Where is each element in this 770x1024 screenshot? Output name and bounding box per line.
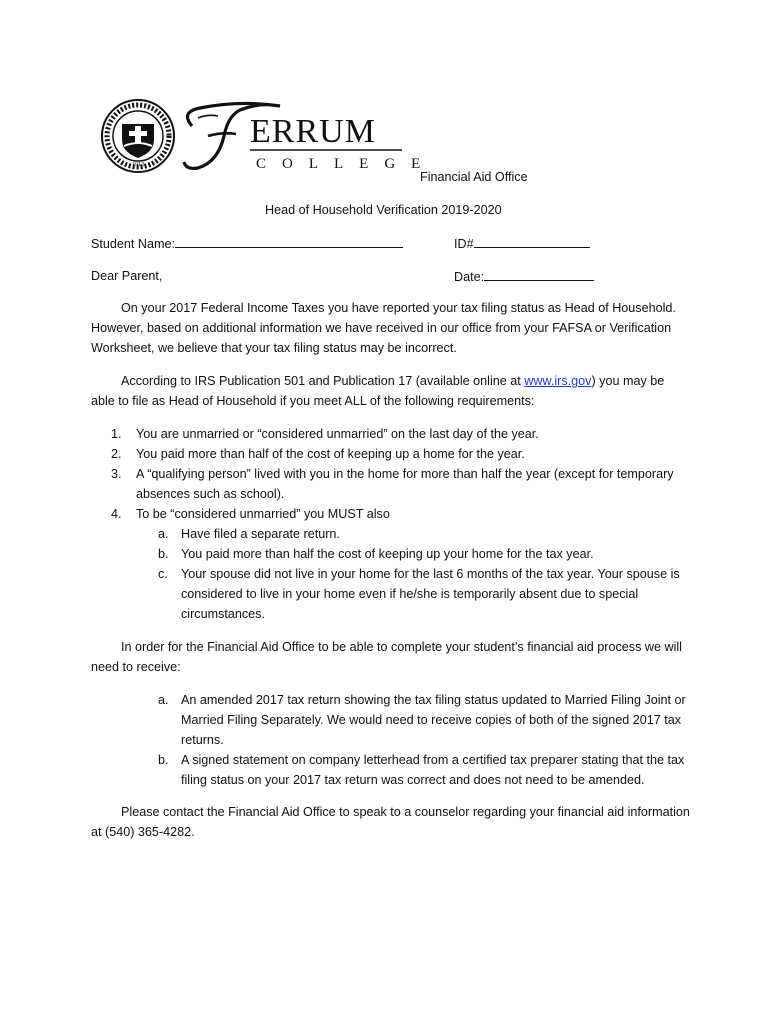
requirement-item: 2. You paid more than half of the cost of keeping up a home for the year. [111, 447, 525, 461]
date-field [454, 268, 594, 285]
logo-wordmark-college: COLLEGE [256, 156, 437, 172]
paragraph-4-text: Please contact the Financial Aid Office to speak to a counselor regarding your financial aid information at (540) 365-4282. [91, 805, 690, 839]
student-name-blank[interactable] [175, 235, 403, 248]
needed-item: a. An amended 2017 tax return showing the tax filing status updated to Married Filing Joint or Married Filing Separately. We would need to receive copies of both of the signed 2017 tax returns. [158, 693, 686, 747]
document-title: Head of Household Verification 2019-2020 [265, 203, 502, 217]
sub-requirement-item: c. Your spouse did not live in your home for the last 6 months of the tax year. Your spouse is considered to live in your home even if he/she is temporarily absent due to special circumstances. [158, 567, 680, 621]
paragraph-4 [91, 802, 691, 842]
id-field [454, 235, 590, 252]
requirement-item: 1. You are unmarried or “considered unmarried” on the last day of the year. [111, 427, 539, 441]
date-label: Date: [454, 270, 485, 284]
needed-documents-list [91, 690, 691, 790]
paragraph-2 [91, 371, 691, 411]
sub-requirement-item: b. You paid more than half the cost of keeping up your home for the tax year. [158, 547, 594, 561]
irs-link[interactable]: www.irs.gov [524, 374, 592, 388]
id-label: ID# [454, 237, 474, 251]
college-seal [102, 100, 174, 172]
requirement-item: 4. To be “considered unmarried” you MUST also [111, 507, 390, 521]
paragraph-2-text-after: ) you may be able to file as Head of Household if you meet ALL of the following requirements: [91, 374, 665, 408]
paragraph-3-text: In order for the Financial Aid Office to be able to complete your student’s financial aid process we will need to receive: [91, 640, 682, 674]
svg-text:1913: 1913 [131, 161, 145, 168]
logo-wordmark-ferrum: ERRUM [250, 113, 376, 150]
paragraph-1 [91, 298, 691, 358]
office-name: Financial Aid Office [420, 170, 528, 184]
paragraph-1-text: On your 2017 Federal Income Taxes you have reported your tax filing status as Head of Household. However, based on additional information we have received in our office from your FAFSA or Verification Worksheet, we believe that your tax filing status may be incorrect. [91, 301, 676, 355]
salutation: Dear Parent, [91, 269, 163, 283]
student-name-label: Student Name: [91, 237, 176, 251]
student-name-field [91, 235, 403, 252]
sub-requirement-item: a. Have filed a separate return. [158, 527, 340, 541]
paragraph-2-text-before: According to IRS Publication 501 and Publication 17 (available online at [121, 374, 525, 388]
paragraph-3 [91, 637, 691, 677]
needed-item: b. A signed statement on company letterhead from a certified tax preparer stating that the tax filing status on your 2017 tax return was correct and does not need to be amended. [158, 753, 685, 787]
date-blank[interactable] [484, 268, 594, 281]
requirement-item: 3. A “qualifying person” lived with you in the home for more than half the year (except for temporary absences such as school). [111, 467, 674, 501]
id-blank[interactable] [474, 235, 590, 248]
requirements-list [91, 424, 691, 624]
ferrum-college-logo [100, 96, 437, 176]
